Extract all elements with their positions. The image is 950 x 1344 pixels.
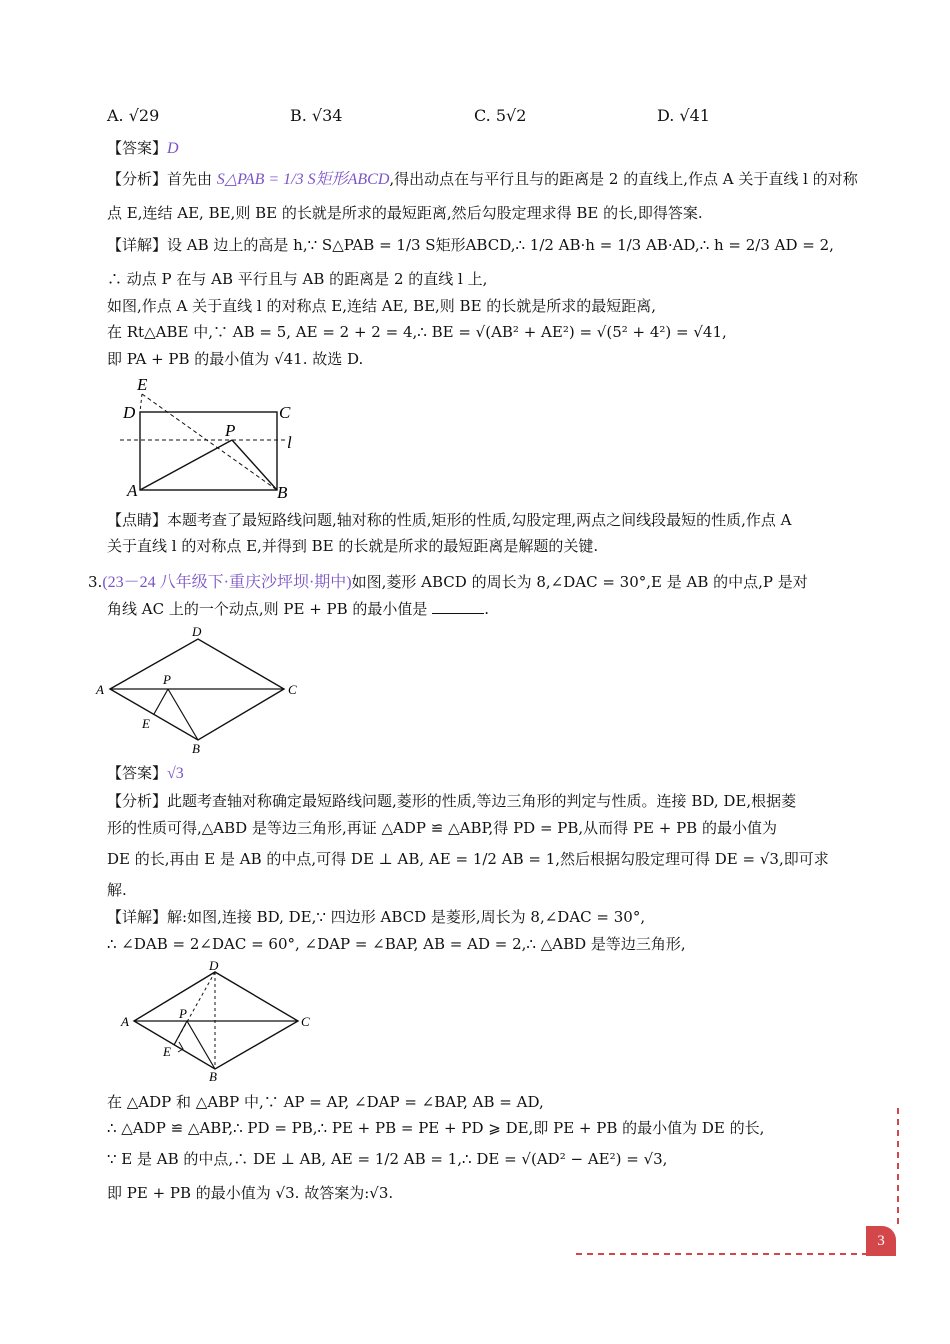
label-a: A: [121, 1014, 129, 1029]
label-p: P: [179, 1006, 187, 1021]
label-e: E: [137, 375, 148, 394]
label-e: E: [163, 1044, 171, 1059]
segment-ep: [154, 689, 168, 714]
segment-ep-2: [174, 1021, 187, 1045]
option-d: D. √41: [657, 106, 710, 125]
rhombus-figure-2: [117, 958, 317, 1083]
analysis-label: 【分析】: [107, 170, 168, 188]
answer-value: √3: [167, 765, 184, 782]
q2-detail-line-3: 如图,作点 A 关于直线 l 的对称点 E,连结 AE, BE,则 BE 的长就是所求的最短距离,: [107, 297, 657, 315]
comment-label: 【点睛】: [107, 511, 168, 529]
q3-detail-line-5: ∵ E 是 AB 的中点,∴ DE ⊥ AB, AE = 1/2 AB = 1,∴ DE = √(AD² − AE²) = √3,: [107, 1150, 668, 1168]
label-a: A: [96, 682, 104, 697]
segment-pb-2: [187, 1021, 215, 1069]
label-p: P: [225, 421, 236, 440]
q3-answer: [107, 762, 184, 785]
q3-analysis-line-4: 解.: [107, 881, 127, 899]
label-l: l: [287, 433, 292, 452]
detail-label: 【详解】: [107, 908, 168, 926]
q2-detail-line-4: 在 Rt△ABE 中,∵ AB = 5, AE = 2 + 2 = 4,∴ BE = √(AB² + AE²) = √(5² + 4²) = √41,: [107, 323, 727, 341]
q3-detail-line-6: 即 PE + PB 的最小值为 √3. 故答案为:√3.: [107, 1184, 394, 1202]
label-a: A: [127, 481, 138, 500]
label-b: B: [192, 741, 200, 756]
option-a: A. √29: [107, 106, 160, 125]
label-b: B: [209, 1069, 217, 1083]
q3-analysis-line-2: 形的性质可得,△ABD 是等边三角形,再证 △ADP ≌ △ABP,得 PD = PB,从而得 PE + PB 的最小值为: [107, 819, 777, 837]
label-e: E: [142, 716, 150, 731]
q3-analysis-line-3: DE 的长,再由 E 是 AB 的中点,可得 DE ⊥ AB, AE = 1/2 AB = 1,然后根据勾股定理可得 DE = √3,即可求: [107, 850, 829, 868]
rhombus-figure: [92, 622, 312, 757]
q2-comment-line-2: 关于直线 l 的对称点 E,并得到 BE 的长就是所求的最短距离是解题的关键.: [107, 537, 599, 555]
answer-value: D: [167, 140, 179, 157]
q3-detail-line-1: 【详解】解:如图,连接 BD, DE,∵ 四边形 ABCD 是菱形,周长为 8,∠DAC = 30°,: [107, 908, 646, 926]
q2-analysis-line-1: 【分析】首先由 S△PAB = 1/3 S矩形ABCD,得出动点在与平行且与的距离是 2 的直线上,作点 A 关于直线 l 的对称: [107, 170, 858, 188]
option-b: B. √34: [290, 106, 343, 125]
q3-stem-line-1: 3.(23－24 八年级下·重庆沙坪坝·期中)如图,菱形 ABCD 的周长为 8,∠DAC = 30°,E 是 AB 的中点,P 是对: [88, 573, 808, 591]
q3-stem-line-2: 角线 AC 上的一个动点,则 PE + PB 的最小值是 .: [107, 600, 489, 618]
label-c: C: [288, 682, 297, 697]
q3-detail-line-4: ∴ △ADP ≌ △ABP,∴ PD = PB,∴ PE + PB = PE + PD ⩾ DE,即 PE + PB 的最小值为 DE 的长,: [107, 1119, 765, 1137]
label-c: C: [279, 403, 291, 422]
analysis-label: 【分析】: [107, 792, 168, 810]
answer-label: 【答案】: [107, 764, 168, 782]
segment-ap: [140, 440, 232, 490]
option-c: C. 5√2: [474, 106, 527, 125]
q3-analysis-line-1: 【分析】此题考查轴对称确定最短路线问题,菱形的性质,等边三角形的判定与性质。连接 BD, DE,根据菱: [107, 792, 797, 810]
label-d: D: [123, 403, 136, 422]
page-number: 3: [866, 1226, 896, 1256]
q2-analysis-line-2: 点 E,连结 AE, BE,则 BE 的长就是所求的最短距离,然后勾股定理求得 BE 的长,即得答案.: [107, 204, 703, 222]
q2-detail-line-5: 即 PA + PB 的最小值为 √41. 故选 D.: [107, 350, 364, 368]
q2-answer: [107, 137, 179, 160]
question-number: 3.: [88, 573, 103, 591]
segment-pb: [232, 440, 277, 490]
segment-eb: [142, 394, 277, 490]
answer-blank: [432, 599, 484, 614]
label-d: D: [192, 624, 202, 639]
question-source: (23－24 八年级下·重庆沙坪坝·期中): [102, 574, 352, 591]
q3-detail-line-2: ∴ ∠DAB = 2∠DAC = 60°, ∠DAP = ∠BAP, AB = AD = 2,∴ △ABD 是等边三角形,: [107, 935, 686, 953]
label-c: C: [301, 1014, 310, 1029]
q3-detail-line-3: 在 △ADP 和 △ABP 中,∵ AP = AP, ∠DAP = ∠BAP, AB = AD,: [107, 1093, 544, 1111]
rectangle-figure: [115, 372, 315, 502]
answer-label: 【答案】: [107, 139, 168, 157]
label-d: D: [209, 958, 219, 973]
label-p: P: [163, 672, 171, 687]
q2-comment-line-1: 【点睛】本题考查了最短路线问题,轴对称的性质,矩形的性质,勾股定理,两点之间线段最短的性质,作点 A: [107, 511, 792, 529]
q2-detail-line-2: ∴ 动点 P 在与 AB 平行且与 AB 的距离是 2 的直线 l 上,: [107, 270, 488, 288]
segment-pb: [168, 689, 198, 740]
page-corner-decoration: [570, 1100, 910, 1260]
q2-detail-line-1: 【详解】设 AB 边上的高是 h,∵ S△PAB = 1/3 S矩形ABCD,∴ 1/2 AB·h = 1/3 AB·AD,∴ h = 2/3 AD = 2,: [107, 236, 834, 254]
detail-label: 【详解】: [107, 236, 168, 254]
label-b: B: [277, 483, 288, 502]
